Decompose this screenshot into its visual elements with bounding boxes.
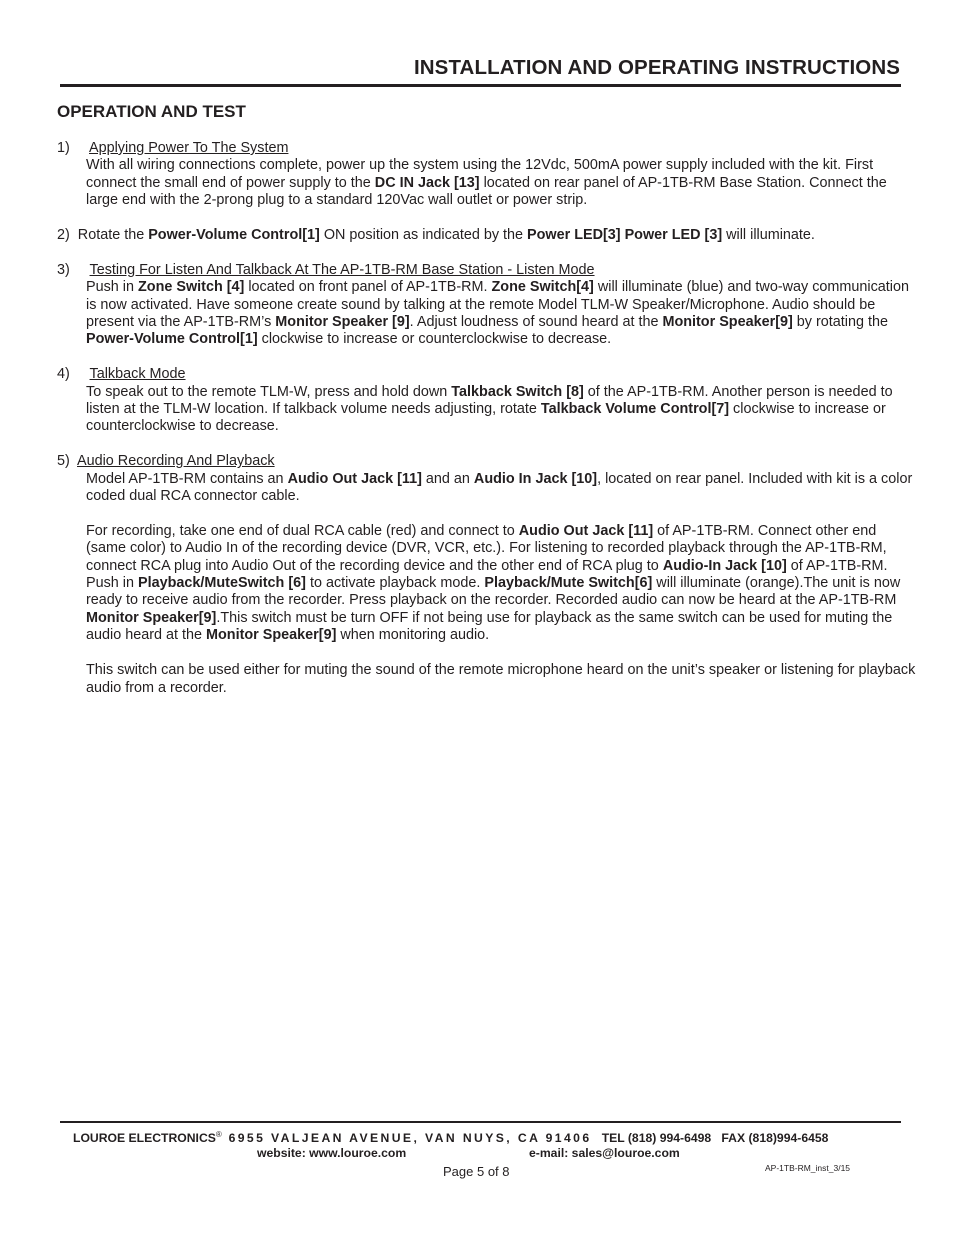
footer-address: 6955 VALJEAN AVENUE, VAN NUYS, CA 91406 (228, 1131, 592, 1146)
footer-email[interactable]: e-mail: sales@louroe.com (529, 1146, 680, 1160)
step-number: 2) (57, 227, 70, 244)
bold-reference: Power-Volume Control[1] (148, 227, 320, 244)
step-number: 1) (57, 140, 70, 156)
text-run: will illuminate (orange).The unit is now ready to receive audio from the recorder. Press playback on the recorder. Recorded audio can now be heard at the AP-1TB-RM (86, 575, 901, 609)
bold-reference: Power LED[3] Power LED [3] (527, 227, 723, 244)
page-number: Page 5 of 8 (443, 1164, 510, 1179)
text-run: clockwise to increase or counterclockwise to decrease. (257, 331, 612, 348)
text-run: clockwise to increase or counterclockwise to decrease. (86, 401, 886, 435)
bold-reference: Playback/Mute Switch[6] (484, 575, 653, 592)
step-paragraph (86, 523, 917, 645)
instruction-step (57, 453, 917, 697)
text-run: of AP-1TB-RM. Connect other end (same color) to Audio In of the recording device (DVR, VCR, etc.). For listening to recorded playback through the AP-1TB-RM, connect RCA plug into Audio Out of the recording device and the other end of RCA plug to (86, 522, 887, 574)
header-divider (60, 84, 901, 87)
text-run: located on rear panel of AP-1TB-RM Base Station. Connect the large end with the 2-prong plug to a standard 120Vac wall outlet or power strip. (86, 174, 887, 209)
instruction-step (57, 227, 917, 244)
bold-reference: Zone Switch [4] (138, 279, 245, 296)
text-run: will illuminate. (722, 227, 815, 244)
text-run: To speak out to the remote TLM-W, press and hold down (86, 383, 452, 400)
step-number: 3) (57, 261, 70, 278)
instruction-step (57, 262, 917, 349)
text-run: and an (421, 470, 474, 487)
instruction-step (57, 366, 917, 436)
step-paragraph (86, 157, 917, 209)
section-title: OPERATION AND TEST (57, 102, 246, 121)
step-heading: Applying Power To The System (89, 140, 289, 156)
bold-reference: Monitor Speaker[9] (662, 314, 793, 331)
text-run: , located on rear panel. Included with kit is a color coded dual RCA connector cable. (86, 470, 913, 505)
text-run: This switch can be used either for muting the sound of the remote microphone heard on the unit’s speaker or listening for playback audio from a recorder. (86, 662, 916, 696)
instruction-step (57, 140, 917, 210)
text-run: . Adjust loudness of sound heard at the (409, 314, 663, 331)
step-number: 5) (57, 453, 70, 470)
text-run: With all wiring connections complete, power up the system using the 12Vdc, 500mA power supply included with the kit. First connect the small end of power supply to the (86, 157, 874, 191)
step-header (57, 140, 917, 157)
bold-reference: Zone Switch[4] (491, 279, 594, 296)
bold-reference: Audio Out Jack [11] (287, 470, 422, 487)
step-header (57, 227, 917, 244)
bold-reference: Playback/MuteSwitch [6] (138, 575, 306, 592)
document-code: AP-1TB-RM_inst_3/15 (765, 1163, 851, 1173)
text-run: of the AP-1TB-RM. Another person is needed to listen at the TLM-W location. If talkback volume needs adjusting, rotate (86, 383, 893, 418)
step-header (57, 262, 917, 279)
text-run: For recording, take one end of dual RCA cable (red) and connect to (86, 522, 519, 539)
step-heading: Talkback Mode (89, 366, 186, 383)
text-run: located on front panel of AP-1TB-RM. (244, 279, 492, 296)
footer-company: LOUROE ELECTRONICS (73, 1131, 216, 1146)
bold-reference: Talkback Switch [8] (451, 383, 584, 400)
step-paragraph (86, 384, 917, 436)
bold-reference: DC IN Jack [13] (374, 174, 480, 191)
text-run: Push in (86, 279, 138, 296)
footer-website[interactable]: website: www.louroe.com (257, 1146, 407, 1160)
step-number: 4) (57, 366, 70, 383)
text-run: when monitoring audio. (336, 627, 490, 644)
footer-tel: TEL (818) 994-6498 (601, 1131, 712, 1146)
step-header (57, 453, 917, 470)
step-header (57, 366, 917, 383)
bold-reference: Audio-In Jack [10] (662, 557, 787, 574)
bold-reference: Power-Volume Control[1] (86, 331, 258, 348)
text-run: Model AP-1TB-RM contains an (86, 470, 288, 487)
footer-divider (60, 1121, 901, 1123)
text-run: Rotate the (77, 227, 149, 244)
bold-reference: Monitor Speaker[9] (206, 627, 337, 644)
registered-mark: ® (215, 1130, 222, 1139)
bold-reference: Talkback Volume Control[7] (540, 401, 730, 418)
step-paragraph (86, 279, 917, 349)
step-paragraph (86, 662, 917, 697)
text-run: to activate playback mode. (305, 575, 485, 592)
text-run: ON position as indicated by the (319, 227, 528, 244)
page-title: INSTALLATION AND OPERATING INSTRUCTIONS (413, 56, 900, 79)
step-heading: Audio Recording And Playback (77, 453, 275, 470)
text-run: will illuminate (blue) and two-way communication is now activated. Have someone create sound by talking at the remote Model TLM-W Speaker/Microphone. Audio should be present via the AP-1TB-RM’s (86, 279, 909, 331)
bold-reference: Monitor Speaker[9] (86, 609, 217, 626)
text-run: of AP-1TB-RM. Push in (86, 557, 888, 592)
bold-reference: Monitor Speaker [9] (275, 314, 410, 331)
step-heading: Testing For Listen And Talkback At The AP-1TB-RM Base Station - Listen Mode (89, 261, 595, 278)
step-paragraph (86, 471, 917, 506)
text-run: by rotating the (792, 314, 888, 331)
text-run: .This switch must be turn OFF if not being use for playback as the same switch can be used for muting the audio heard at the (86, 609, 893, 644)
footer-company-line (73, 1130, 828, 1145)
bold-reference: Audio In Jack [10] (473, 470, 598, 487)
footer-fax: FAX (818)994-6458 (721, 1131, 829, 1146)
bold-reference: Audio Out Jack [11] (518, 522, 654, 539)
instruction-steps (57, 140, 917, 714)
